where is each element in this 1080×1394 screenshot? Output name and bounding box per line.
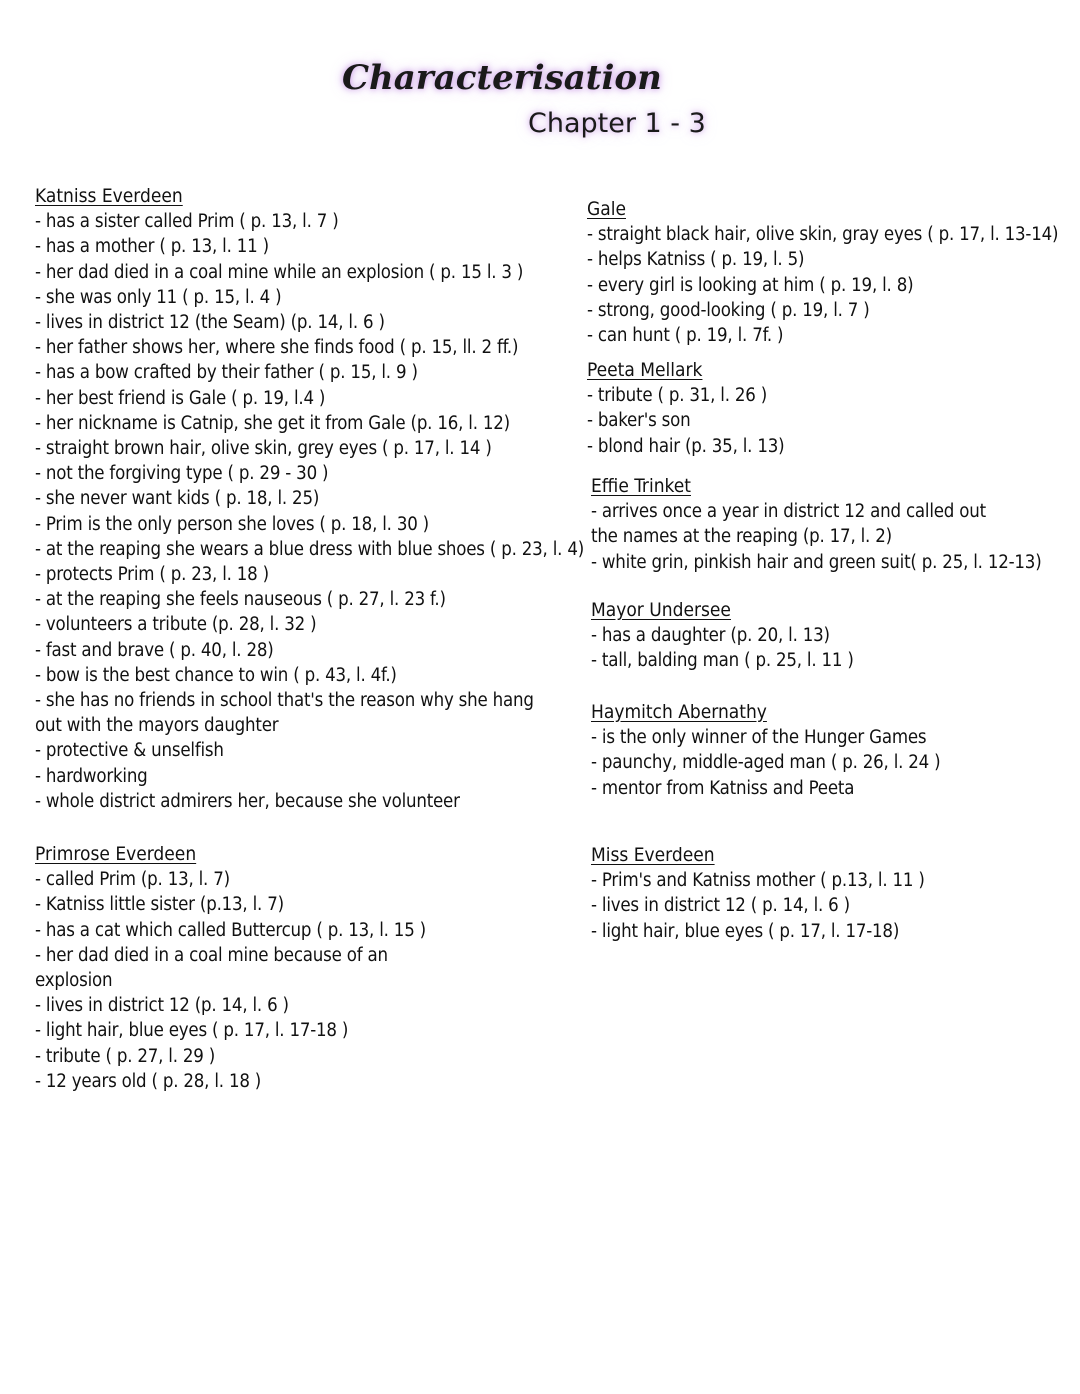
character-notes-list bbox=[591, 725, 1080, 801]
note-line: - protects Prim ( p. 23, l. 18 ) bbox=[35, 564, 269, 586]
note-line: - her dad died in a coal mine because of an explosion bbox=[35, 944, 388, 992]
character-section-primrose bbox=[35, 842, 555, 1094]
note-line: - white grin, pinkish hair and green suit( p. 25, l. 12-13) bbox=[591, 551, 1042, 573]
note-line: - has a sister called Prim ( p. 13, l. 7 ) bbox=[35, 211, 339, 233]
character-section-gale bbox=[587, 197, 1080, 348]
character-name: Gale bbox=[587, 198, 626, 220]
note-line: - volunteers a tribute (p. 28, l. 32 ) bbox=[35, 614, 317, 636]
note-line: - lives in district 12 (the Seam) (p. 14, l. 6 ) bbox=[35, 312, 385, 334]
character-notes-list bbox=[35, 209, 585, 814]
note-line: - 12 years old ( p. 28, l. 18 ) bbox=[35, 1070, 262, 1092]
note-line: - lives in district 12 (p. 14, l. 6 ) bbox=[35, 995, 289, 1017]
character-section-peeta bbox=[587, 358, 1080, 459]
character-notes-list bbox=[587, 222, 1080, 348]
note-line: - her nickname is Catnip, she get it from Gale (p. 16, l. 12) bbox=[35, 412, 510, 434]
note-line: - has a daughter (p. 20, l. 13) bbox=[591, 625, 830, 647]
note-line: - hardworking bbox=[35, 765, 148, 787]
note-line: - she was only 11 ( p. 15, l. 4 ) bbox=[35, 286, 282, 308]
character-name: Effie Trinket bbox=[591, 475, 691, 497]
note-line: - has a mother ( p. 13, l. 11 ) bbox=[35, 236, 269, 258]
note-line: - tall, balding man ( p. 25, l. 11 ) bbox=[591, 650, 854, 672]
note-line: - she has no friends in school that's the reason why she hang out with the mayors daughter bbox=[35, 690, 534, 737]
character-section-katniss bbox=[35, 184, 585, 814]
character-section-mayor bbox=[591, 598, 1080, 674]
note-line: - helps Katniss ( p. 19, l. 5) bbox=[587, 249, 805, 271]
character-notes-list bbox=[591, 623, 1080, 673]
note-line: - at the reaping she feels nauseous ( p. 27, l. 23 f.) bbox=[35, 589, 446, 611]
note-line: - arrives once a year in district 12 and called out the names at the reaping (p. 17, l. 2) bbox=[591, 501, 986, 548]
note-line: - paunchy, middle-aged man ( p. 26, l. 24 ) bbox=[591, 752, 941, 774]
character-name: Mayor Undersee bbox=[591, 599, 731, 621]
note-line: - blond hair (p. 35, l. 13) bbox=[587, 435, 785, 457]
note-line: - can hunt ( p. 19, l. 7f. ) bbox=[587, 325, 784, 347]
note-line: - not the forgiving type ( p. 29 - 30 ) bbox=[35, 463, 329, 485]
note-line: - bow is the best chance to win ( p. 43, l. 4f.) bbox=[35, 664, 397, 686]
note-line: - strong, good-looking ( p. 19, l. 7 ) bbox=[587, 299, 870, 321]
character-section-miss-everdeen bbox=[591, 843, 1080, 944]
character-name: Miss Everdeen bbox=[591, 844, 715, 866]
note-line: - Prim's and Katniss mother ( p.13, l. 11 ) bbox=[591, 870, 925, 892]
note-line: - called Prim (p. 13, l. 7) bbox=[35, 869, 230, 891]
note-line: - whole district admirers her, because she volunteer bbox=[35, 790, 460, 812]
character-name: Peeta Mellark bbox=[587, 359, 703, 381]
note-line: - lives in district 12 ( p. 14, l. 6 ) bbox=[591, 895, 850, 917]
note-line: - light hair, blue eyes ( p. 17, l. 17-18) bbox=[591, 920, 900, 942]
note-line: - she never want kids ( p. 18, l. 25) bbox=[35, 488, 320, 510]
character-name: Katniss Everdeen bbox=[35, 185, 183, 207]
note-line: - mentor from Katniss and Peeta bbox=[591, 777, 855, 799]
note-line: - Prim is the only person she loves ( p. 18, l. 30 ) bbox=[35, 513, 429, 535]
note-line: - light hair, blue eyes ( p. 17, l. 17-18 ) bbox=[35, 1020, 349, 1042]
character-section-effie bbox=[591, 474, 1080, 575]
note-line: - every girl is looking at him ( p. 19, l. 8) bbox=[587, 274, 914, 296]
character-notes-list bbox=[591, 868, 1080, 944]
note-line: - is the only winner of the Hunger Games bbox=[591, 727, 927, 749]
note-line: - baker's son bbox=[587, 410, 691, 432]
page-subtitle: Chapter 1 - 3 bbox=[528, 108, 706, 139]
note-line: - tribute ( p. 27, l. 29 ) bbox=[35, 1045, 216, 1067]
page-title: Characterisation bbox=[342, 58, 662, 98]
character-name: Primrose Everdeen bbox=[35, 843, 197, 865]
note-line: - Katniss little sister (p.13, l. 7) bbox=[35, 894, 284, 916]
note-line: - has a bow crafted by their father ( p. 15, l. 9 ) bbox=[35, 362, 418, 384]
character-notes-list bbox=[35, 867, 555, 1094]
note-line: - her dad died in a coal mine while an explosion ( p. 15 l. 3 ) bbox=[35, 261, 524, 283]
character-notes-list bbox=[591, 499, 1080, 575]
note-line: - has a cat which called Buttercup ( p. 13, l. 15 ) bbox=[35, 919, 426, 941]
note-line: - straight black hair, olive skin, gray eyes ( p. 17, l. 13-14) bbox=[587, 224, 1059, 246]
note-line: - her father shows her, where she finds food ( p. 15, ll. 2 ff.) bbox=[35, 337, 519, 359]
note-line: - at the reaping she wears a blue dress with blue shoes ( p. 23, l. 4) bbox=[35, 538, 585, 560]
character-notes-list bbox=[587, 383, 1080, 459]
character-section-haymitch bbox=[591, 700, 1080, 801]
note-line: - her best friend is Gale ( p. 19, l.4 ) bbox=[35, 387, 326, 409]
note-line: - tribute ( p. 31, l. 26 ) bbox=[587, 385, 768, 407]
note-line: - protective & unselfish bbox=[35, 740, 224, 762]
note-line: - straight brown hair, olive skin, grey eyes ( p. 17, l. 14 ) bbox=[35, 438, 492, 460]
character-name: Haymitch Abernathy bbox=[591, 701, 767, 723]
note-line: - fast and brave ( p. 40, l. 28) bbox=[35, 639, 274, 661]
